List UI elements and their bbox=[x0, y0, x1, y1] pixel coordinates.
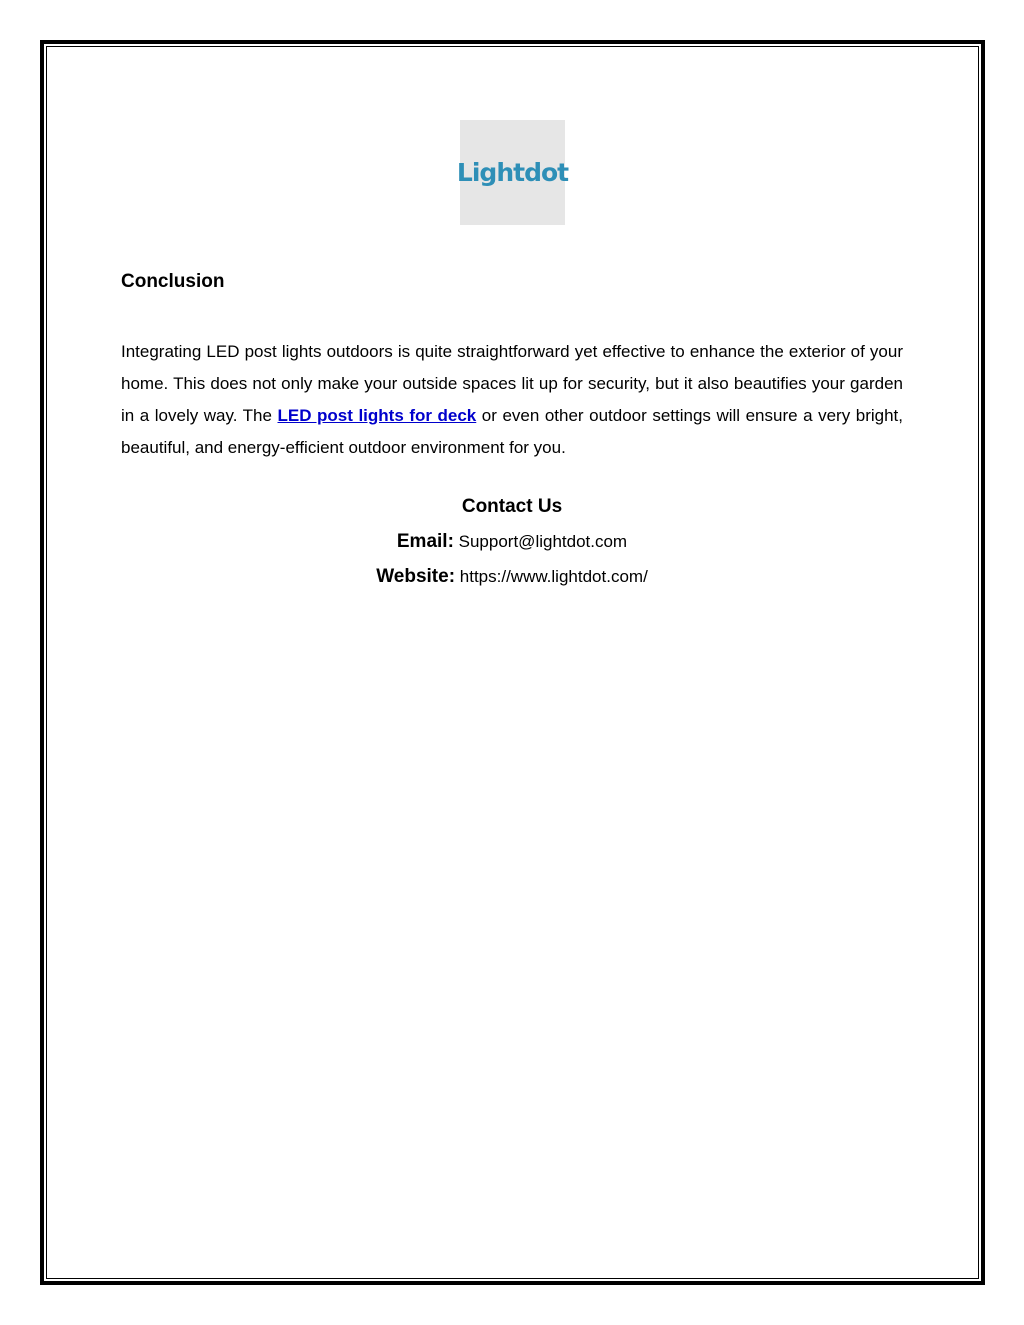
logo-wordmark: Lightdot bbox=[456, 158, 569, 187]
contact-email-line bbox=[0, 531, 1024, 553]
email-value: Support@lightdot.com bbox=[458, 532, 628, 551]
email-label: Email: bbox=[396, 531, 454, 552]
lightdot-logo bbox=[456, 120, 569, 225]
page-border-inner bbox=[46, 46, 979, 1279]
paragraph-text-after: or even other outdoor settings will ensure a very bright, beautiful, and energy-efficient outdoor environment for you. bbox=[121, 406, 903, 457]
paragraph-text-before: Integrating LED post lights outdoors is quite straightforward yet effective to enhance the exterior of your home. This does not only make your outside spaces lit up for security, but it also beautifies your garden in a lovely way. The bbox=[121, 342, 903, 425]
contact-website-line bbox=[0, 566, 1024, 588]
website-value: https://www.lightdot.com/ bbox=[459, 567, 648, 586]
contact-title: Contact Us bbox=[461, 496, 563, 517]
conclusion-heading: Conclusion bbox=[121, 271, 225, 292]
led-post-lights-link[interactable]: LED post lights for deck bbox=[277, 406, 477, 425]
conclusion-paragraph bbox=[121, 336, 903, 464]
website-label: Website: bbox=[376, 566, 456, 587]
